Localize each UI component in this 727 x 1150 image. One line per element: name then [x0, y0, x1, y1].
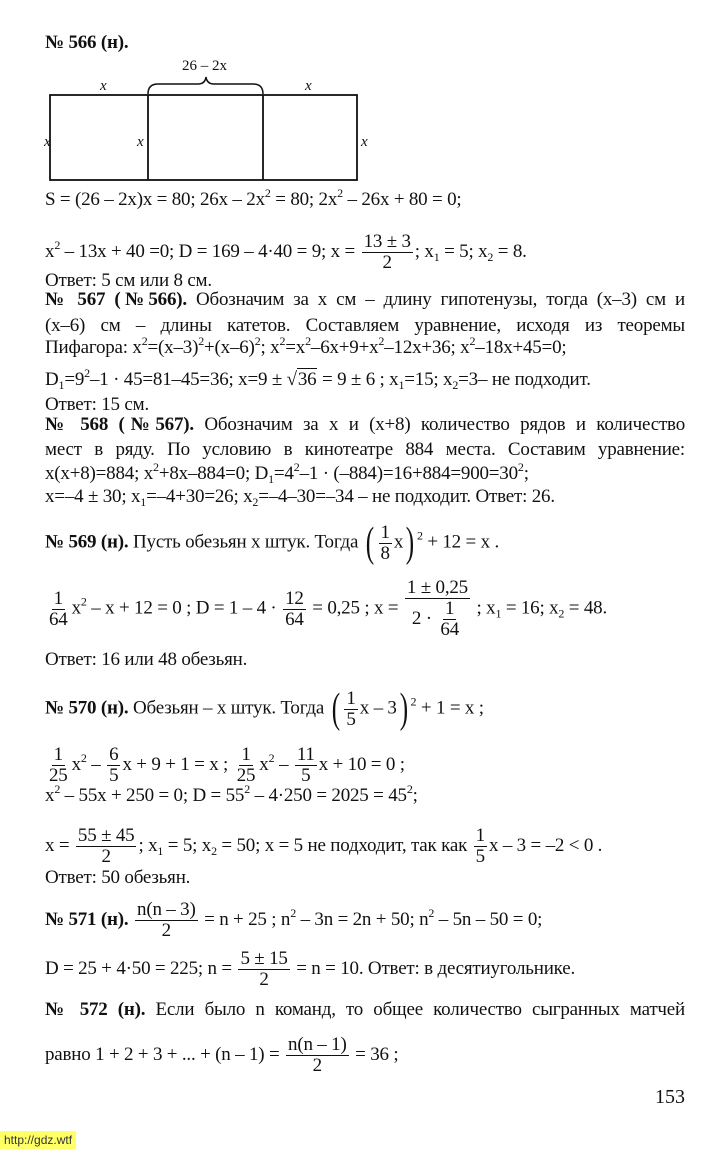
problem-568-text [45, 439, 685, 461]
math-text: =3– не подходит. [458, 369, 591, 390]
math-text: =9 [64, 369, 85, 390]
fraction [107, 745, 120, 786]
fraction [405, 578, 470, 640]
exponent: 2 [198, 334, 205, 348]
math-text: – 4·250 = 2025 = 45 [250, 785, 407, 806]
exponent: 2 [268, 750, 275, 765]
math-text: x=–4 ± 30; x [45, 486, 141, 507]
math-text: 13 ± 3 [363, 231, 411, 252]
math-text: 8 [380, 542, 390, 564]
math-text: 5 [301, 765, 311, 786]
exponent: 2 [305, 334, 311, 348]
math-text: – 3n = 2n + 50; n [296, 908, 429, 930]
figure-top-label: 26 – 2x [182, 58, 227, 74]
problem-number: № 568 (№567). [45, 414, 194, 435]
numerator [474, 826, 487, 847]
math-text: 2 [382, 252, 392, 273]
math-text: ; [523, 463, 529, 484]
fraction [362, 232, 413, 273]
math-text: 1 [346, 687, 356, 709]
math-text: –6x+9+x [310, 337, 379, 358]
problem-572-text [45, 999, 685, 1021]
math-text: –12x+36; x [384, 337, 470, 358]
fraction [474, 826, 487, 867]
exponent: 2 [293, 460, 300, 474]
math-text: 1 [380, 521, 390, 543]
problem-569-text [45, 522, 499, 564]
math-text: 6 [109, 744, 119, 765]
math-text: =–4–30=–34 – не подходит. Ответ: 26. [258, 486, 555, 507]
subscript: 1 [268, 472, 274, 486]
math-text: –1 · 45=81–45=36; x=9 ± √ [89, 369, 297, 390]
subscript: 2 [558, 606, 565, 621]
exponent: 2 [84, 366, 90, 380]
math-text: – [86, 753, 106, 775]
math-text: = 0,25 ; x = [307, 597, 403, 619]
figure-x-label: x [44, 134, 51, 150]
right-paren: ) [405, 520, 415, 566]
exponent: 2 [54, 782, 61, 796]
math-text: = 50; x = 5 не подходит, так как [216, 834, 472, 856]
math-text: – 5n – 50 = 0; [434, 908, 543, 930]
math-text: Ответ: 5 см или 8 см. [45, 270, 212, 291]
denominator [381, 253, 394, 273]
math-text: x [259, 753, 269, 775]
denominator [410, 599, 465, 640]
problem-568-text [45, 414, 685, 436]
math-text: =x [285, 337, 306, 358]
exponent: 2 [416, 528, 423, 543]
subscript: 1 [157, 843, 164, 858]
numerator [52, 745, 65, 766]
numerator [443, 599, 456, 620]
subscript: 1 [140, 495, 147, 509]
math-text: x – 3 [359, 697, 397, 719]
numerator [286, 1035, 349, 1056]
answer-line [45, 649, 247, 671]
figure-x-label: x [305, 78, 312, 94]
numerator [283, 589, 306, 610]
math-text: 11 [296, 744, 315, 765]
math-text: 5 [109, 765, 119, 786]
subscript: 1 [398, 378, 405, 392]
denominator [160, 921, 173, 941]
math-text: n(n – 3) [137, 899, 196, 920]
exponent: 2 [279, 334, 286, 348]
exponent: 2 [141, 334, 148, 348]
math-text: = 80; 2x [270, 189, 338, 210]
math-text: =15; x [404, 369, 453, 390]
denominator [47, 610, 70, 630]
math-text: равно 1 + 2 + 3 + ... + (n – 1) = [45, 1043, 285, 1065]
exponent: 2 [244, 782, 251, 796]
watermark-link[interactable]: http://gdz.wtf [0, 1131, 76, 1149]
numerator [135, 900, 198, 921]
subscript: 2 [211, 843, 217, 858]
math-text: Обозначим за х и (x+8) количество рядов и количество [193, 414, 685, 435]
problem-number: № 566 (н). [45, 32, 129, 53]
subscript: 2 [452, 378, 459, 392]
math-text: Ответ: 16 или 48 обезьян. [45, 649, 248, 670]
exponent: 2 [264, 186, 271, 200]
exponent: 2 [54, 237, 61, 252]
fraction [286, 1035, 349, 1076]
denominator [474, 847, 487, 867]
exponent: 2 [517, 460, 524, 474]
math-text: Если было n команд, то общее количество сыгранных матчей [145, 999, 685, 1020]
math-text: ; x [260, 337, 280, 358]
math-text: x [45, 240, 55, 262]
subscript: 1 [495, 606, 502, 621]
math-text: –18x+45=0; [475, 337, 567, 358]
math-text: x – 3 = –2 < 0 . [488, 834, 603, 856]
math-text: x = [45, 834, 74, 856]
math-text: + 1 = x ; [416, 697, 484, 719]
math-text: = n + 25 ; n [199, 908, 291, 930]
math-text: – 13x + 40 =0; D = 169 – 4·40 = 9; x = [60, 240, 360, 262]
math-text: D [45, 369, 59, 390]
math-text: – 55x + 250 = 0; D = 55 [60, 785, 245, 806]
problem-number: № 567 (№566). [45, 289, 187, 310]
fraction [344, 689, 357, 730]
left-paren: ( [331, 686, 340, 732]
math-text: =–4+30=26; x [146, 486, 253, 507]
math-text: = 9 ± 6 ; x [317, 369, 399, 390]
equation-line [45, 186, 462, 211]
math-text: – 26x + 80 = 0; [342, 189, 462, 210]
exponent: 2 [378, 334, 385, 348]
problem-number: № 570 (н). [45, 697, 129, 719]
exponent: 2 [80, 594, 87, 609]
math-text: S = (26 – 2x)x = 80; 26x – 2x [45, 189, 265, 210]
numerator [76, 826, 137, 847]
fraction [47, 745, 70, 786]
math-text: 12 [285, 587, 304, 609]
exponent: 2 [406, 782, 413, 796]
math-text: 1 [445, 598, 455, 619]
numerator [344, 689, 357, 710]
math-text: 2 · [411, 607, 437, 629]
math-text: 25 [49, 765, 68, 786]
exponent: 2 [254, 334, 261, 348]
numerator [239, 745, 252, 766]
numerator [52, 589, 65, 610]
denominator [257, 970, 270, 990]
problem-number: № 569 (н). [45, 531, 129, 553]
math-text: = 5; x [439, 240, 488, 262]
figure-x-label: x [100, 78, 107, 94]
denominator [107, 766, 120, 786]
problem-number: № 572 (н). [45, 999, 146, 1020]
math-text: 5 ± 15 [240, 948, 288, 969]
math-text: Обезьян – x штук. Тогда [128, 697, 329, 719]
math-text: (x–6) см – длины катетов. Составляем уравнение, исходя из теоремы [45, 315, 685, 336]
subscript: 2 [252, 495, 259, 509]
math-text: мест в ряду. По условию в кинотеатре 884 места. Составим уравнение: [45, 439, 685, 460]
equation-line [45, 232, 527, 273]
math-text: –1 · (–884)=16+884=900=30 [299, 463, 518, 484]
fraction [235, 745, 258, 786]
math-text: Ответ: 50 обезьян. [45, 867, 191, 888]
figure-x-label: x [361, 134, 368, 150]
math-text: +(x–6) [204, 337, 255, 358]
equation-line [45, 460, 529, 486]
math-text: 5 [475, 846, 485, 867]
math-text: Пусть обезьян x штук. Тогда [128, 531, 363, 553]
right-paren: ) [399, 686, 408, 732]
math-text: = 5; x [163, 834, 212, 856]
exponent: 2 [337, 186, 343, 200]
math-text [128, 909, 133, 930]
denominator [438, 620, 461, 640]
answer-line [45, 394, 149, 416]
exponent: 2 [153, 460, 159, 474]
numerator [295, 745, 317, 766]
denominator [344, 710, 357, 730]
math-text: ; x [414, 240, 434, 262]
math-text: = n = 10. Ответ: в десятиугольнике. [291, 957, 575, 979]
math-text: 2 [259, 969, 269, 990]
denominator [100, 847, 113, 867]
fraction [135, 900, 198, 941]
math-text: 2 [312, 1055, 322, 1076]
equation-line [45, 366, 591, 392]
math-text: Ответ: 15 см. [45, 394, 150, 415]
math-text: 1 [475, 825, 485, 846]
rectangles-diagram [0, 0, 727, 200]
numerator [405, 578, 470, 599]
exponent: 2 [410, 694, 417, 709]
math-text: = 16; x [501, 597, 559, 619]
math-text: 64 [440, 619, 459, 640]
math-text: ; x [471, 597, 496, 619]
fraction [47, 589, 70, 630]
math-text: 1 [241, 744, 251, 765]
sqrt-radicand: 36 [297, 369, 317, 390]
problem-571-text [45, 900, 542, 941]
math-text: 1 [53, 587, 63, 609]
equation-line [45, 826, 602, 867]
equation-line [45, 782, 418, 807]
fraction [295, 745, 317, 786]
math-text: x [393, 531, 404, 553]
denominator [311, 1056, 324, 1076]
denominator [283, 610, 306, 630]
equation-line [45, 745, 405, 786]
math-text: = 48. [564, 597, 607, 619]
numerator [107, 745, 120, 766]
math-text: =4 [273, 463, 294, 484]
left-paren: ( [365, 520, 374, 566]
math-text: – [274, 753, 293, 775]
math-text: + 12 = x . [422, 531, 499, 553]
math-text: ; [412, 785, 418, 806]
problem-number: № 571 (н). [45, 908, 129, 930]
equation-line [45, 486, 555, 508]
equation-line [45, 578, 607, 640]
math-text: x [71, 597, 81, 619]
math-text: n(n – 1) [288, 1034, 347, 1055]
math-text: 25 [236, 765, 256, 786]
page-number: 153 [655, 1086, 685, 1108]
fraction [438, 599, 461, 640]
exponent: 2 [80, 750, 87, 765]
fraction [379, 523, 392, 564]
math-text: = 8. [493, 240, 527, 262]
math-text: 5 [346, 708, 356, 730]
math-text: Пифагора: x [45, 337, 142, 358]
exponent: 2 [290, 905, 297, 920]
math-text: D = 25 + 4·50 = 225; n = [45, 957, 237, 979]
math-text: x [45, 785, 55, 806]
math-text: 55 ± 45 [77, 825, 135, 846]
equation-line [45, 949, 575, 990]
math-text: =(x–3) [147, 337, 199, 358]
math-text: ; x [138, 834, 158, 856]
fraction [76, 826, 137, 867]
math-text: 2 [161, 920, 171, 941]
math-text: x(x+8)=884; x [45, 463, 154, 484]
math-text: = 36 ; [350, 1043, 399, 1065]
numerator [379, 523, 392, 544]
math-text: Обозначим за x см – длину гипотенузы, тогда (x–3) см и [186, 289, 685, 310]
denominator [299, 766, 312, 786]
answer-line [45, 867, 190, 889]
denominator [379, 544, 392, 564]
fraction [238, 949, 289, 990]
subscript: 1 [433, 249, 440, 264]
problem-570-text [45, 688, 484, 730]
figure-x-label: x [137, 134, 144, 150]
equation-line [45, 1035, 398, 1076]
math-text: 64 [49, 608, 68, 630]
problem-567-text [45, 289, 685, 311]
math-text: +8x–884=0; D [158, 463, 269, 484]
math-text: 2 [101, 846, 111, 867]
equation-line [45, 334, 567, 359]
exponent: 2 [428, 905, 435, 920]
math-text: – x + 12 = 0 ; D = 1 – 4 · [86, 597, 282, 619]
numerator [362, 232, 413, 253]
problem-566-heading [45, 32, 128, 54]
fraction [283, 589, 306, 630]
math-text: x + 9 + 1 = x ; [122, 753, 233, 775]
subscript: 2 [487, 249, 494, 264]
math-text: 1 [53, 744, 63, 765]
brace-icon [148, 77, 263, 94]
subscript: 1 [58, 378, 65, 392]
math-text: x + 10 = 0 ; [318, 753, 405, 775]
exponent: 2 [469, 334, 476, 348]
math-text: 64 [285, 608, 304, 630]
math-text: x [71, 753, 81, 775]
math-text: 1 ± 0,25 [406, 577, 468, 598]
numerator [238, 949, 289, 970]
